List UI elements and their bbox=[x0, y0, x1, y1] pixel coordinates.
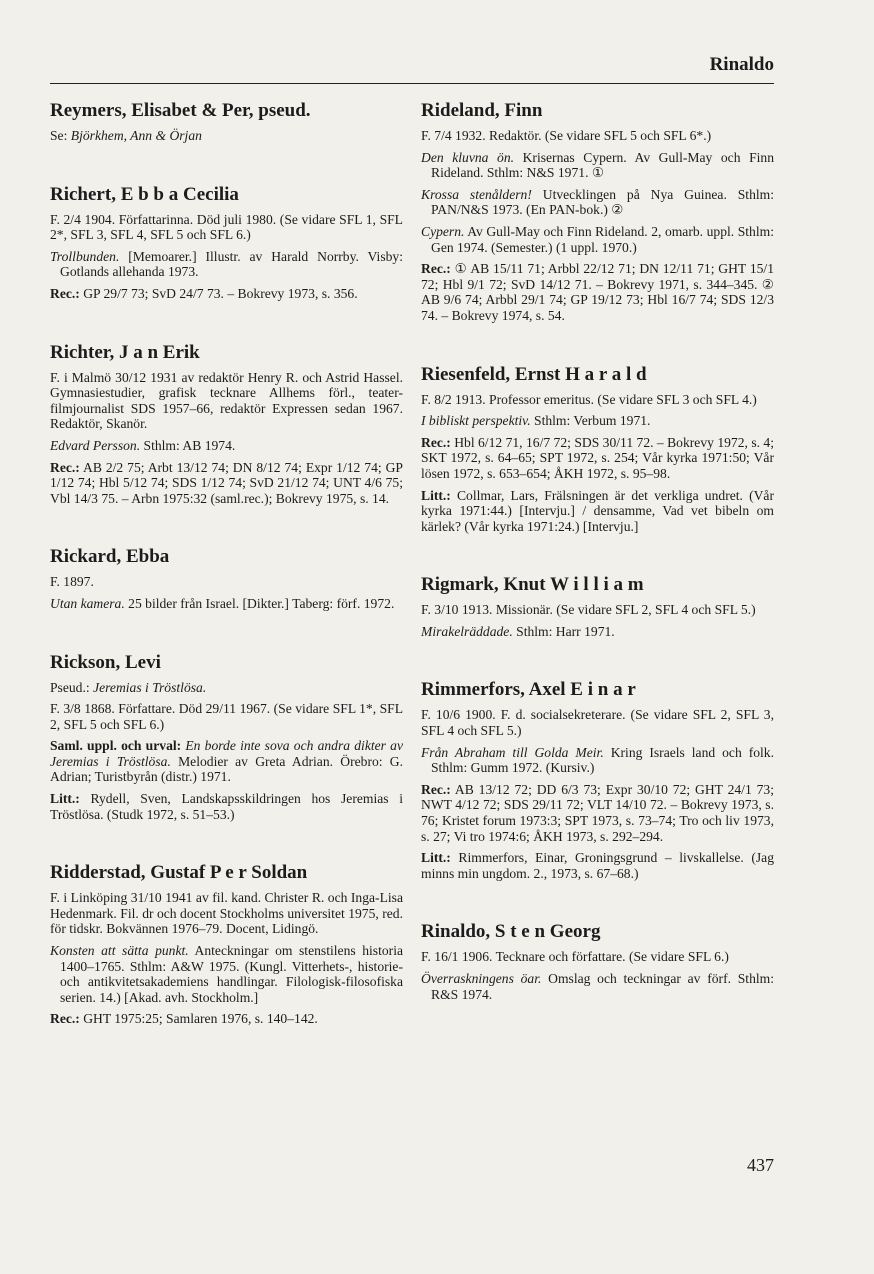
entry-bio-line bbox=[421, 128, 774, 144]
line-text: Omslag och teckningar av förf. Sthlm: R&S 1974. bbox=[431, 971, 774, 1002]
author-name: Riesenfeld, Ernst H a r a l d bbox=[421, 363, 647, 385]
line-text: 25 bilder från Israel. [Dikter.] Taberg: förf. 1972. bbox=[124, 595, 395, 611]
entry-work-line bbox=[50, 249, 403, 280]
entry-work-line bbox=[421, 624, 774, 640]
line-text: F. 8/2 1913. Professor emeritus. (Se vidare SFL 3 och SFL 4.) bbox=[421, 391, 757, 407]
work-title: Överraskningens öar. bbox=[421, 971, 542, 986]
author-name: Rinaldo, S t e n Georg bbox=[421, 921, 601, 943]
entry-bio-line bbox=[50, 890, 403, 937]
line-text: Sthlm: Harr 1971. bbox=[512, 623, 615, 639]
author-entry bbox=[50, 652, 403, 823]
author-entry bbox=[50, 184, 403, 302]
line-text: AB 2/2 75; Arbt 13/12 74; DN 8/12 74; Expr 1/12 74; GP 1/12 74; Hbl 5/12 74; SDS 1/12 74; SvD 21/12 74; UNT 4/6 75; Vbl 14/3 75. – Arbn 1975:32 (saml.rec.); Bokrevy 1975, s. 14. bbox=[50, 459, 403, 506]
line-text: Sthlm: Verbum 1971. bbox=[530, 413, 651, 429]
line-text: Kring Israels land och folk. Sthlm: Gumm 1972. (Kursiv.) bbox=[431, 744, 775, 776]
line-text: F. 3/10 1913. Missionär. (Se vidare SFL 2, SFL 4 och SFL 5.) bbox=[421, 602, 756, 618]
entry-work-line bbox=[421, 224, 774, 255]
left-column bbox=[50, 100, 403, 1067]
line-label: Rec.: bbox=[50, 285, 80, 301]
entry-work-line bbox=[421, 971, 774, 1002]
author-entry bbox=[50, 546, 403, 611]
work-title: En borde inte sova och andra dikter av Jeremias i Tröstlösa. bbox=[50, 738, 403, 769]
line-label: Se: bbox=[50, 128, 71, 143]
author-entry bbox=[421, 679, 774, 881]
line-label: Rec.: bbox=[421, 434, 451, 450]
line-text: ① AB 15/11 71; Arbbl 22/12 71; DN 12/11 71; GHT 15/1 72; Hbl 9/1 72; SvD 14/12 71. – Bokrevy 1971, s. 344–345. ② AB 9/6 74; Arbbl 29/1 74; GP 19/12 73; Hbl 16/7 74; SDS 12/3 74. – Bokrevy 1974, s. 54. bbox=[421, 261, 774, 323]
entry-ref-line bbox=[421, 850, 774, 881]
entry-work-line bbox=[421, 745, 774, 776]
entry-bio-line bbox=[50, 212, 403, 243]
entry-ref-line bbox=[50, 791, 403, 822]
entry-bio-line bbox=[421, 602, 774, 618]
line-label: Litt.: bbox=[421, 850, 451, 866]
entry-bio-line bbox=[421, 949, 774, 965]
line-text: Hbl 6/12 71, 16/7 72; SDS 30/11 72. – Bokrevy 1972, s. 4; SKT 1972, s. 64–65; SPT 1972, s. 254; Vår kyrka 1971:50; Vår lösen 1972, s. 653–654; ÅKH 1972, s. 95–98. bbox=[421, 434, 774, 481]
entry-work-line bbox=[421, 150, 774, 181]
line-text: F. 10/6 1900. F. d. socialsekreterare. (Se vidare SFL 2, SFL 3, SFL 4 och SFL 5.) bbox=[421, 707, 774, 739]
line-text: Sthlm: AB 1974. bbox=[140, 437, 236, 453]
entry-bio-line bbox=[50, 701, 403, 732]
work-title: Utan kamera. bbox=[50, 595, 125, 611]
author-entry bbox=[50, 862, 403, 1027]
line-text: Av Gull-May och Finn Rideland. 2, omarb. uppl. Sthlm: Gen 1974. (Semester.) (1 uppl. 1970.) bbox=[431, 223, 774, 255]
work-title: Trollbunden. bbox=[50, 248, 120, 264]
entry-pseud-line bbox=[50, 680, 403, 696]
entry-ref-line bbox=[50, 738, 403, 785]
author-name: Ridderstad, Gustaf P e r Soldan bbox=[50, 862, 308, 884]
line-text: Rydell, Sven, Landskapsskildringen hos Jeremias i Tröstlösa. (Studk 1972, s. 51–53.) bbox=[50, 791, 403, 822]
entry-ref-line bbox=[50, 1011, 403, 1027]
line-text: Krisernas Cypern. Av Gull-May och Finn Rideland. Sthlm: N&S 1971. ① bbox=[431, 149, 774, 181]
entry-ref-line bbox=[421, 488, 774, 535]
line-label: Saml. uppl. och urval: bbox=[50, 738, 182, 754]
author-name: Richert, E b b a Cecilia bbox=[50, 183, 239, 205]
line-text: Collmar, Lars, Frälsningen är det verkliga undret. (Vår kyrka 1971:44.) [Intervju.] / densamme, Vad vet bibeln om kärlek? (Vår kyrka 1971:24.) [Intervju.] bbox=[421, 487, 774, 534]
entry-ref-line bbox=[421, 261, 774, 323]
line-label: Litt.: bbox=[421, 487, 451, 503]
work-title: Cypern. bbox=[421, 223, 465, 239]
line-text: Rimmerfors, Einar, Groningsgrund – livskallelse. (Jag minns min ungdom. 2., 1973, s. 67–68.) bbox=[421, 850, 774, 881]
line-text: [Memoarer.] Illustr. av Harald Norrby. Visby: Gotlands allehanda 1973. bbox=[60, 248, 403, 280]
page-number: 437 bbox=[747, 1155, 774, 1175]
line-label: Litt.: bbox=[50, 791, 80, 807]
entry-bio-line bbox=[421, 707, 774, 738]
entry-work-line bbox=[50, 438, 403, 454]
author-entry bbox=[50, 342, 403, 507]
author-name: Rickson, Levi bbox=[50, 651, 161, 673]
line-text: Björkhem, Ann & Örjan bbox=[70, 128, 202, 143]
entry-see-line bbox=[50, 128, 403, 144]
line-text: F. 16/1 1906. Tecknare och författare. (Se vidare SFL 6.) bbox=[421, 949, 729, 965]
work-title: I bibliskt perspektiv. bbox=[421, 413, 531, 429]
entry-work-line bbox=[421, 187, 774, 218]
author-entry bbox=[421, 100, 774, 324]
line-text: Utvecklingen på Nya Guinea. Sthlm: PAN/N&S 1973. (En PAN-bok.) ② bbox=[431, 186, 775, 218]
line-text: Anteckningar om stenstilens historia 1400–1765. Sthlm: A&W 1975. (Kungl. Vitterhets-, historie- och antikvitetsakademiens handlingar. Filologisk-filosofiska serien. 14.) [Akad. avh. Stockholm.] bbox=[60, 943, 404, 1005]
entry-bio-line bbox=[50, 574, 403, 590]
author-name: Reymers, Elisabet & Per, pseud. bbox=[50, 100, 311, 121]
entry-work-line bbox=[50, 596, 403, 612]
author-entry bbox=[421, 574, 774, 639]
entry-bio-line bbox=[421, 392, 774, 408]
line-text: F. 1897. bbox=[50, 574, 94, 590]
line-text: F. 3/8 1868. Författare. Död 29/11 1967. (Se vidare SFL 1*, SFL 2, SFL 5 och SFL 6.) bbox=[50, 701, 403, 732]
line-text: AB 13/12 72; DD 6/3 73; Expr 30/10 72; GHT 24/1 73; NWT 4/12 72; SDS 29/11 72; VLT 14/10 72. – Bokrevy 1973, s. 76; Kristet forum 1973:3; SPT 1973, s. 73–74; Tro och liv 1973, s. 27; Vi tro 1974:6; ÅKH 1973, s. 292–294. bbox=[421, 781, 774, 844]
line-text: Jeremias i Tröstlösa. bbox=[93, 679, 207, 695]
line-text: F. i Linköping 31/10 1941 av fil. kand. Christer R. och Inga-Lisa Hedenmark. Fil. dr och docent Stockholms universitet 1975, red. för tidskr. Bokvännen 1976–79. Docent, Lidingö. bbox=[50, 890, 403, 937]
author-name: Rickard, Ebba bbox=[50, 546, 170, 568]
work-title: Från Abraham till Golda Meir. bbox=[421, 744, 604, 760]
entry-ref-line bbox=[50, 460, 403, 507]
author-entry bbox=[50, 100, 403, 144]
line-text: Melodier av Greta Adrian. Örebro: G. Adrian; Turistbyrån (distr.) 1971. bbox=[50, 753, 403, 785]
right-column bbox=[421, 100, 774, 1042]
entry-ref-line bbox=[421, 435, 774, 482]
work-title: Mirakelräddade. bbox=[421, 623, 513, 639]
line-text: GHT 1975:25; Samlaren 1976, s. 140–142. bbox=[79, 1011, 318, 1027]
entry-bio-line bbox=[50, 370, 403, 432]
author-entry bbox=[421, 921, 774, 1002]
line-text: GP 29/7 73; SvD 24/7 73. – Bokrevy 1973, s. 356. bbox=[79, 285, 358, 301]
entry-work-line bbox=[50, 943, 403, 1005]
work-title: Den kluvna ön. bbox=[421, 149, 515, 165]
line-label: Rec.: bbox=[50, 459, 80, 475]
work-title: Konsten att sätta punkt. bbox=[50, 943, 189, 959]
line-text: F. 2/4 1904. Författarinna. Död juli 1980. (Se vidare SFL 1, SFL 2*, SFL 3, SFL 4, SFL 5 och SFL 6.) bbox=[50, 211, 403, 243]
line-label: Pseud.: bbox=[50, 679, 94, 695]
line-text: F. 7/4 1932. Redaktör. (Se vidare SFL 5 och SFL 6*.) bbox=[421, 128, 712, 143]
line-label: Rec.: bbox=[421, 261, 451, 277]
author-name: Rideland, Finn bbox=[421, 100, 543, 121]
line-label: Rec.: bbox=[421, 781, 451, 797]
running-head: Rinaldo bbox=[709, 54, 774, 75]
author-name: Rimmerfors, Axel E i n a r bbox=[421, 679, 636, 701]
line-text: F. i Malmö 30/12 1931 av redaktör Henry R. och Astrid Hassel. Gymnasiestudier, grafisk tecknare Allhems förl., teater-filmjournalist SDS 1957–66, redaktör Expressen sedan 1967. Redaktör, Skanör. bbox=[50, 369, 403, 432]
line-label: Rec.: bbox=[50, 1011, 80, 1027]
work-title: Krossa stenåldern! bbox=[421, 186, 532, 202]
header-rule bbox=[50, 83, 774, 84]
entry-ref-line bbox=[50, 286, 403, 302]
author-name: Richter, J a n Erik bbox=[50, 341, 200, 363]
author-name: Rigmark, Knut W i l l i a m bbox=[421, 574, 644, 596]
work-title: Edvard Persson. bbox=[50, 437, 141, 453]
entry-ref-line bbox=[421, 782, 774, 844]
entry-work-line bbox=[421, 413, 774, 429]
author-entry bbox=[421, 364, 774, 535]
